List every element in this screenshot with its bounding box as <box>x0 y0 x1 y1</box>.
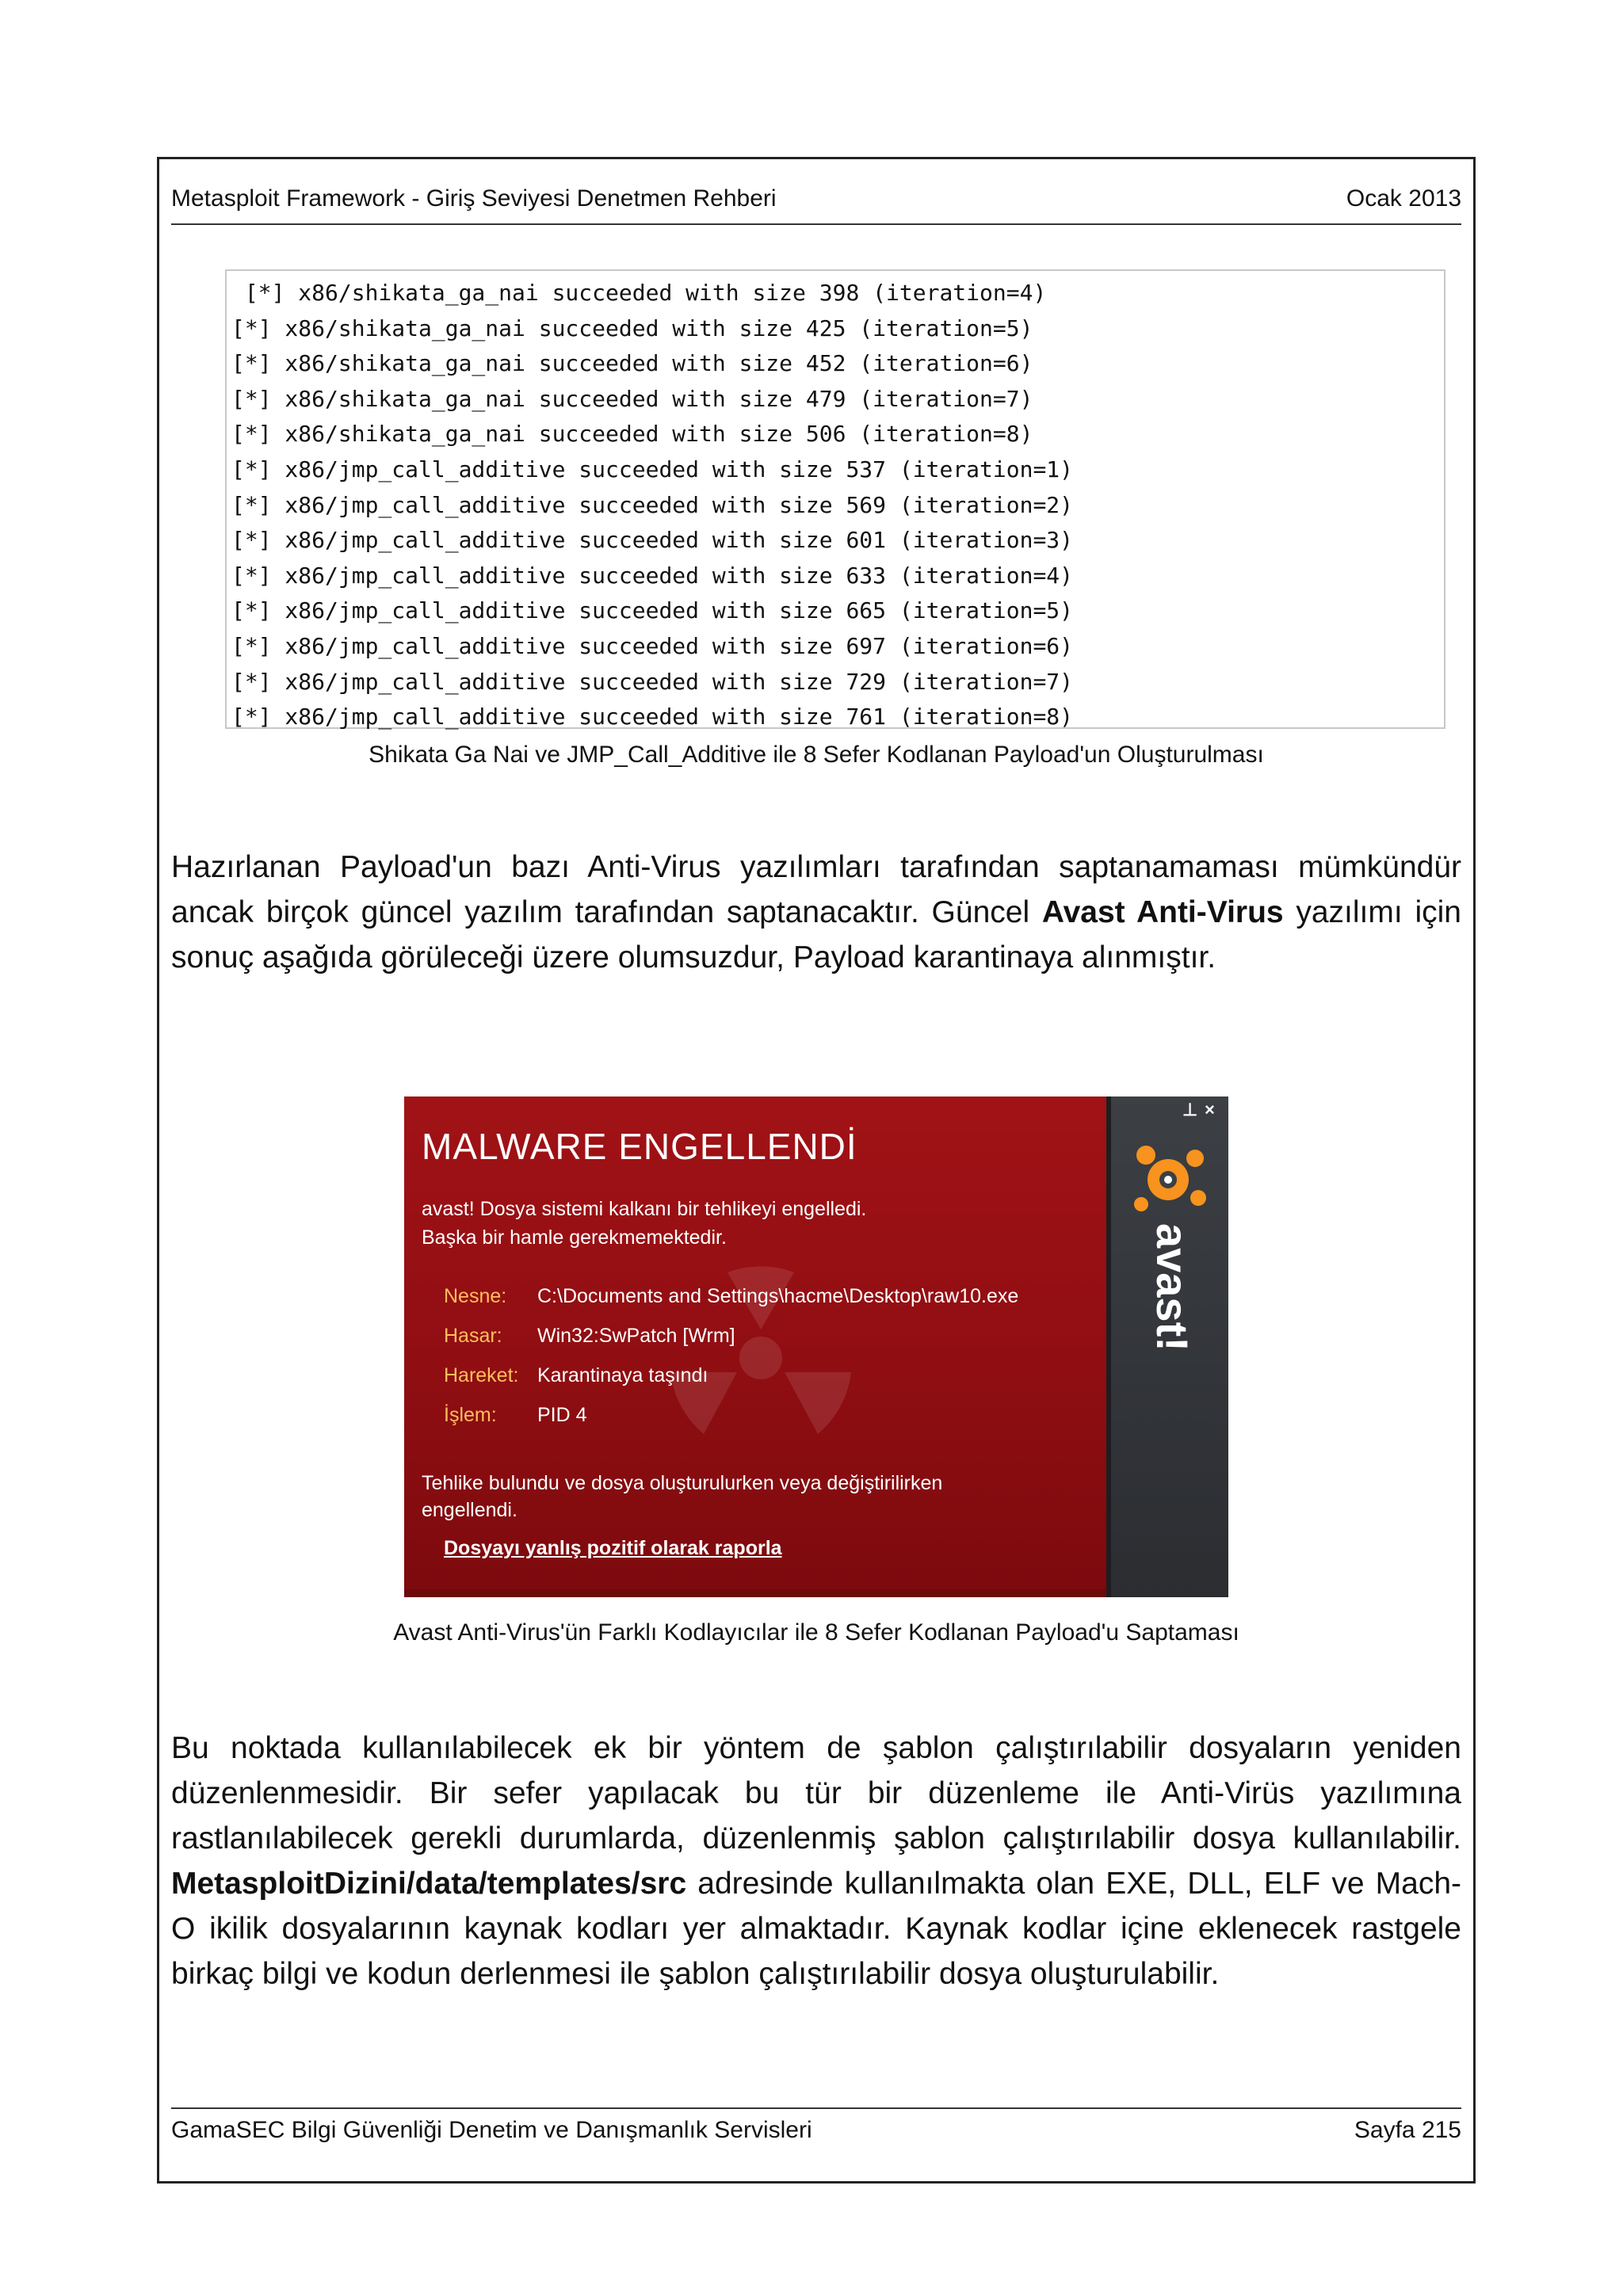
code-caption: Shikata Ga Nai ve JMP_Call_Additive ile 8 Sefer Kodlanan Payload'un Oluşturulması <box>369 742 1264 768</box>
paragraph-1-text-a: Hazırlanan Payload'un bazı Anti-Virus yazılımları tarafından saptanamaması mümkündür ancak birçok güncel yazılım tarafından saptanacaktır. Güncel <box>171 850 1461 929</box>
avast-alert-screenshot <box>404 1097 1228 1597</box>
detail-key: Nesne: <box>444 1285 507 1307</box>
detail-key: Hasar: <box>444 1325 502 1347</box>
header-date: Ocak 2013 <box>1346 185 1461 212</box>
code-line: [*] x86/jmp_call_additive succeeded with size 761 (iteration=8) <box>231 704 1074 730</box>
sidebar-edge <box>1106 1097 1111 1597</box>
alert-message-2: Başka bir hamle gerekmemektedir. <box>422 1226 727 1249</box>
radiation-watermark-icon <box>642 1239 880 1477</box>
code-line: [*] x86/shikata_ga_nai succeeded with size 398 (iteration=4) <box>231 280 1047 306</box>
avast-sidebar <box>1106 1097 1228 1597</box>
code-line: [*] x86/jmp_call_additive succeeded with size 537 (iteration=1) <box>231 456 1074 482</box>
detail-value: C:\Documents and Settings\hacme\Desktop\raw10.exe <box>537 1285 1019 1307</box>
code-line: [*] x86/jmp_call_additive succeeded with size 665 (iteration=5) <box>231 597 1074 624</box>
pin-icon[interactable]: ⊥ <box>1182 1100 1198 1119</box>
alert-message-4: engellendi. <box>422 1499 517 1521</box>
alert-message-1: avast! Dosya sistemi kalkanı bir tehlikeyi engelledi. <box>422 1198 867 1220</box>
paragraph-2-text-b: adresinde kullanılmakta olan EXE, DLL, ELF ve Mach-O ikilik dosyalarının kaynak kodları yer almaktadır. Kaynak kodlar içine eklenecek rastgele birkaç bilgi ve kodun derlenmesi ile şablon çalıştırılabilir dosya oluşturulabilir. <box>171 1867 1461 1991</box>
avast-brand-text: avast! <box>1148 1223 1197 1352</box>
alert-title: MALWARE ENGELLENDİ <box>422 1126 857 1167</box>
close-icon[interactable]: × <box>1205 1100 1215 1119</box>
footer-company: GamaSEC Bilgi Güvenliği Denetim ve Danışmanlık Servisleri <box>171 2117 812 2143</box>
avast-logo-icon <box>1127 1136 1214 1437</box>
screenshot-caption: Avast Anti-Virus'ün Farklı Kodlayıcılar ile 8 Sefer Kodlanan Payload'u Saptaması <box>393 1619 1239 1646</box>
code-line: [*] x86/jmp_call_additive succeeded with size 601 (iteration=3) <box>231 527 1074 554</box>
code-line: [*] x86/jmp_call_additive succeeded with size 569 (iteration=2) <box>231 491 1074 518</box>
code-line: [*] x86/shikata_ga_nai succeeded with size 425 (iteration=5) <box>231 315 1033 341</box>
code-line: [*] x86/shikata_ga_nai succeeded with size 479 (iteration=7) <box>231 385 1033 412</box>
code-line: [*] x86/jmp_call_additive succeeded with size 697 (iteration=6) <box>231 632 1074 659</box>
paragraph-2-bold: MetasploitDizini/data/templates/src <box>171 1867 687 1901</box>
detail-key: İşlem: <box>444 1404 497 1426</box>
report-false-positive-link[interactable]: Dosyayı yanlış pozitif olarak raporla <box>444 1537 782 1559</box>
code-line: [*] x86/shikata_ga_nai succeeded with size 452 (iteration=6) <box>231 350 1033 377</box>
paragraph-2-text-a: Bu noktada kullanılabilecek ek bir yöntem de şablon çalıştırılabilir dosyaların yeniden düzenlenmesidir. Bir sefer yapılacak bu tür bir düzenleme ile Anti-Virüs yazılımına rastlanılabilecek gerekli durumlarda, düzenlenmiş şablon çalıştırılabilir dosya kullanılabilir. <box>171 1731 1461 1855</box>
avast-alert-panel <box>404 1097 1106 1597</box>
code-line: [*] x86/jmp_call_additive succeeded with size 729 (iteration=7) <box>231 668 1074 695</box>
paragraph-1 <box>171 845 1461 980</box>
detail-value: PID 4 <box>537 1404 587 1426</box>
code-line: [*] x86/jmp_call_additive succeeded with size 633 (iteration=4) <box>231 562 1074 589</box>
header-title: Metasploit Framework - Giriş Seviyesi Denetmen Rehberi <box>171 185 777 212</box>
alert-message-3: Tehlike bulundu ve dosya oluşturulurken veya değiştirilirken <box>422 1472 943 1494</box>
paragraph-1-text-b: yazılımı için sonuç aşağıda görüleceği üzere olumsuzdur, Payload karantinaya alınmıştır. <box>171 895 1461 974</box>
code-output-box <box>225 269 1445 729</box>
paragraph-2 <box>171 1726 1461 1997</box>
page-header <box>171 181 1461 225</box>
detail-key: Hareket: <box>444 1364 519 1386</box>
code-line: [*] x86/shikata_ga_nai succeeded with size 506 (iteration=8) <box>231 421 1033 448</box>
paragraph-1-bold: Avast Anti-Virus <box>1041 895 1284 929</box>
detail-value: Win32:SwPatch [Wrm] <box>537 1325 735 1347</box>
detail-value: Karantinaya taşındı <box>537 1364 708 1386</box>
footer-page-number: Sayfa 215 <box>1354 2117 1461 2143</box>
page-footer <box>171 2107 1461 2157</box>
